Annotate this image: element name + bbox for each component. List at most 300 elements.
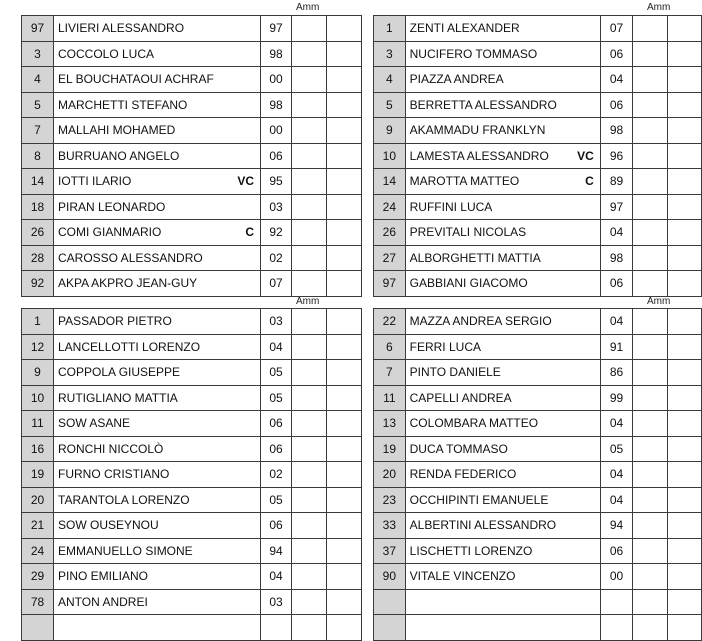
table-row — [374, 16, 702, 42]
birth-year-cell: 06 — [261, 411, 292, 437]
amm-cell — [667, 194, 701, 220]
amm-cell — [327, 538, 362, 564]
player-name: FURNO CRISTIANO — [58, 467, 170, 482]
birth-year-cell: 00 — [261, 67, 292, 93]
birth-year-cell: 03 — [261, 194, 292, 220]
player-name: COCCOLO LUCA — [58, 46, 155, 61]
blank-cell — [292, 436, 327, 462]
captain-role-badge: C — [245, 225, 254, 240]
blank-cell — [633, 589, 667, 615]
amm-cell — [667, 220, 701, 246]
player-name-cell — [405, 360, 600, 386]
birth-year-cell: 92 — [261, 220, 292, 246]
birth-year-cell: 05 — [261, 360, 292, 386]
roster-panel-bottom-right — [373, 308, 702, 641]
amm-cell — [667, 538, 701, 564]
captain-role-badge: VC — [237, 174, 254, 189]
amm-label: Amm — [647, 2, 671, 13]
player-name-cell — [54, 67, 261, 93]
shirt-number-cell: 20 — [22, 487, 54, 513]
blank-cell — [292, 513, 327, 539]
player-name-cell — [405, 143, 600, 169]
table-row — [374, 245, 702, 271]
shirt-number-cell: 10 — [374, 143, 406, 169]
table-row — [374, 309, 702, 335]
birth-year-cell: 06 — [600, 271, 633, 297]
player-name-cell — [54, 360, 261, 386]
birth-year-cell: 94 — [600, 513, 633, 539]
shirt-number-cell: 20 — [374, 462, 406, 488]
player-name: MAZZA ANDREA SERGIO — [409, 314, 552, 329]
blank-cell — [292, 169, 327, 195]
roster-table — [373, 308, 702, 641]
birth-year-cell: 94 — [261, 538, 292, 564]
shirt-number-cell: 29 — [22, 564, 54, 590]
blank-cell — [633, 436, 667, 462]
shirt-number-cell: 97 — [374, 271, 406, 297]
table-row — [374, 615, 702, 641]
roster-table — [373, 15, 702, 297]
shirt-number-cell: 27 — [374, 245, 406, 271]
shirt-number-cell: 13 — [374, 411, 406, 437]
shirt-number-cell: 11 — [22, 411, 54, 437]
birth-year-cell: 02 — [261, 245, 292, 271]
player-name: BERRETTA ALESSANDRO — [409, 97, 557, 112]
table-row — [22, 564, 362, 590]
amm-cell — [667, 513, 701, 539]
table-row — [22, 385, 362, 411]
amm-cell — [667, 169, 701, 195]
player-name-cell — [54, 513, 261, 539]
table-row — [22, 16, 362, 42]
player-name: CAPELLI ANDREA — [409, 390, 512, 405]
amm-label: Amm — [296, 296, 320, 307]
blank-cell — [633, 271, 667, 297]
player-name: PREVITALI NICOLAS — [409, 225, 527, 240]
blank-cell — [292, 334, 327, 360]
player-name: OCCHIPINTI EMANUELE — [409, 492, 549, 507]
blank-cell — [633, 385, 667, 411]
player-name: EMMANUELLO SIMONE — [58, 543, 193, 558]
player-name: BURRUANO ANGELO — [58, 148, 180, 163]
player-name-cell — [54, 220, 261, 246]
shirt-number-cell: 1 — [374, 16, 406, 42]
blank-cell — [292, 16, 327, 42]
player-name-cell — [405, 411, 600, 437]
player-name-cell — [405, 41, 600, 67]
amm-cell — [667, 487, 701, 513]
birth-year-cell: 04 — [261, 564, 292, 590]
player-name: EL BOUCHATAOUI ACHRAF — [58, 72, 214, 87]
table-row — [22, 589, 362, 615]
amm-cell — [667, 615, 701, 641]
player-name-cell — [405, 385, 600, 411]
player-name-cell — [54, 487, 261, 513]
shirt-number-cell: 18 — [22, 194, 54, 220]
blank-cell — [633, 118, 667, 144]
table-row — [22, 118, 362, 144]
amm-cell — [327, 462, 362, 488]
shirt-number-cell — [22, 615, 54, 641]
birth-year-cell: 04 — [600, 411, 633, 437]
player-name-cell — [54, 462, 261, 488]
blank-cell — [292, 309, 327, 335]
player-name-cell — [54, 41, 261, 67]
amm-cell — [327, 309, 362, 335]
table-row — [22, 169, 362, 195]
amm-cell — [667, 334, 701, 360]
table-row — [22, 436, 362, 462]
player-name-cell — [405, 513, 600, 539]
player-name: GABBIANI GIACOMO — [409, 276, 528, 291]
blank-cell — [292, 41, 327, 67]
player-name-cell — [405, 436, 600, 462]
player-name-cell — [54, 589, 261, 615]
amm-cell — [327, 245, 362, 271]
table-row — [22, 487, 362, 513]
birth-year-cell: 00 — [261, 118, 292, 144]
player-name: VITALE VINCENZO — [409, 569, 516, 584]
amm-cell — [327, 487, 362, 513]
player-name-cell — [405, 118, 600, 144]
blank-cell — [292, 67, 327, 93]
birth-year-cell: 06 — [261, 436, 292, 462]
table-row — [374, 589, 702, 615]
player-name: SOW ASANE — [58, 416, 131, 431]
table-row — [374, 334, 702, 360]
birth-year-cell: 97 — [261, 16, 292, 42]
amm-cell — [327, 16, 362, 42]
shirt-number-cell: 9 — [374, 118, 406, 144]
player-name-cell — [405, 309, 600, 335]
blank-cell — [633, 487, 667, 513]
birth-year-cell: 04 — [600, 487, 633, 513]
birth-year-cell — [600, 589, 633, 615]
shirt-number-cell: 26 — [22, 220, 54, 246]
player-name-cell — [405, 16, 600, 42]
player-name: AKPA AKPRO JEAN-GUY — [58, 276, 198, 291]
amm-cell — [667, 92, 701, 118]
blank-cell — [292, 220, 327, 246]
birth-year-cell: 04 — [600, 67, 633, 93]
amm-cell — [667, 589, 701, 615]
blank-cell — [633, 615, 667, 641]
birth-year-cell: 98 — [600, 245, 633, 271]
amm-cell — [327, 41, 362, 67]
blank-cell — [292, 143, 327, 169]
player-name: ZENTI ALEXANDER — [409, 21, 520, 36]
table-row — [22, 194, 362, 220]
amm-cell — [667, 360, 701, 386]
blank-cell — [633, 245, 667, 271]
player-name: ALBORGHETTI MATTIA — [409, 250, 541, 265]
birth-year-cell: 99 — [600, 385, 633, 411]
birth-year-cell: 02 — [261, 462, 292, 488]
player-name: MAROTTA MATTEO — [409, 174, 520, 189]
birth-year-cell: 04 — [600, 309, 633, 335]
table-row — [22, 538, 362, 564]
table-row — [22, 334, 362, 360]
birth-year-cell: 06 — [600, 538, 633, 564]
birth-year-cell: 07 — [600, 16, 633, 42]
amm-cell — [327, 436, 362, 462]
blank-cell — [633, 169, 667, 195]
table-row — [22, 67, 362, 93]
birth-year-cell: 07 — [261, 271, 292, 297]
blank-cell — [292, 245, 327, 271]
amm-cell — [327, 334, 362, 360]
table-row — [22, 92, 362, 118]
player-name-cell — [54, 436, 261, 462]
birth-year-cell: 98 — [261, 41, 292, 67]
blank-cell — [292, 462, 327, 488]
blank-cell — [292, 118, 327, 144]
amm-cell — [327, 169, 362, 195]
shirt-number-cell: 6 — [374, 334, 406, 360]
amm-cell — [667, 245, 701, 271]
player-name-cell — [405, 462, 600, 488]
birth-year-cell: 98 — [261, 92, 292, 118]
blank-cell — [633, 143, 667, 169]
amm-cell — [327, 615, 362, 641]
blank-cell — [292, 538, 327, 564]
amm-cell — [327, 589, 362, 615]
shirt-number-cell: 24 — [22, 538, 54, 564]
table-row — [374, 487, 702, 513]
player-name: RUTIGLIANO MATTIA — [58, 390, 178, 405]
table-row — [374, 436, 702, 462]
birth-year-cell: 95 — [261, 169, 292, 195]
player-name-cell — [54, 385, 261, 411]
amm-cell — [327, 220, 362, 246]
player-name-cell — [405, 271, 600, 297]
amm-cell — [327, 92, 362, 118]
amm-label: Amm — [296, 2, 320, 13]
player-name-cell — [54, 334, 261, 360]
player-name-cell — [405, 615, 600, 641]
birth-year-cell: 06 — [600, 92, 633, 118]
player-name-cell — [405, 334, 600, 360]
shirt-number-cell: 4 — [374, 67, 406, 93]
player-name: RONCHI NICCOLÒ — [58, 441, 164, 456]
shirt-number-cell: 22 — [374, 309, 406, 335]
table-row — [374, 194, 702, 220]
table-row — [374, 462, 702, 488]
blank-cell — [633, 194, 667, 220]
shirt-number-cell — [374, 615, 406, 641]
blank-cell — [292, 487, 327, 513]
player-name: FERRI LUCA — [409, 339, 481, 354]
blank-cell — [633, 334, 667, 360]
player-name: TARANTOLA LORENZO — [58, 492, 190, 507]
player-name: RENDA FEDERICO — [409, 467, 517, 482]
shirt-number-cell: 97 — [22, 16, 54, 42]
amm-cell — [327, 385, 362, 411]
blank-cell — [292, 385, 327, 411]
player-name: DUCA TOMMASO — [409, 441, 508, 456]
blank-cell — [292, 194, 327, 220]
birth-year-cell: 04 — [261, 334, 292, 360]
roster-panel-bottom-left — [21, 308, 362, 641]
birth-year-cell: 03 — [261, 589, 292, 615]
birth-year-cell: 04 — [600, 462, 633, 488]
table-row — [22, 309, 362, 335]
captain-role-badge: C — [585, 174, 594, 189]
shirt-number-cell: 24 — [374, 194, 406, 220]
shirt-number-cell — [374, 589, 406, 615]
player-name-cell — [54, 564, 261, 590]
player-name: ALBERTINI ALESSANDRO — [409, 518, 557, 533]
birth-year-cell: 06 — [261, 143, 292, 169]
player-name: AKAMMADU FRANKLYN — [409, 123, 546, 138]
player-name: PIAZZA ANDREA — [409, 72, 504, 87]
player-name: NUCIFERO TOMMASO — [409, 46, 538, 61]
amm-label: Amm — [647, 296, 671, 307]
player-name-cell — [405, 194, 600, 220]
birth-year-cell: 05 — [600, 436, 633, 462]
player-name-cell — [54, 118, 261, 144]
player-name: LIVIERI ALESSANDRO — [58, 21, 185, 36]
birth-year-cell: 97 — [600, 194, 633, 220]
shirt-number-cell: 3 — [22, 41, 54, 67]
shirt-number-cell: 78 — [22, 589, 54, 615]
amm-cell — [667, 271, 701, 297]
birth-year-cell: 00 — [600, 564, 633, 590]
player-name-cell — [54, 92, 261, 118]
shirt-number-cell: 4 — [22, 67, 54, 93]
amm-cell — [327, 67, 362, 93]
amm-cell — [667, 143, 701, 169]
shirt-number-cell: 33 — [374, 513, 406, 539]
amm-cell — [667, 41, 701, 67]
player-name-cell — [54, 411, 261, 437]
amm-cell — [667, 16, 701, 42]
player-name-cell — [405, 564, 600, 590]
player-name: COPPOLA GIUSEPPE — [58, 365, 181, 380]
player-name-cell — [54, 309, 261, 335]
amm-cell — [667, 462, 701, 488]
birth-year-cell: 06 — [600, 41, 633, 67]
blank-cell — [292, 615, 327, 641]
blank-cell — [292, 360, 327, 386]
table-row — [22, 411, 362, 437]
birth-year-cell: 04 — [600, 220, 633, 246]
player-name: COMI GIANMARIO — [58, 225, 162, 240]
table-row — [374, 360, 702, 386]
birth-year-cell: 96 — [600, 143, 633, 169]
table-row — [22, 245, 362, 271]
amm-cell — [327, 271, 362, 297]
shirt-number-cell: 1 — [22, 309, 54, 335]
birth-year-cell: 89 — [600, 169, 633, 195]
shirt-number-cell: 7 — [22, 118, 54, 144]
player-name-cell — [54, 143, 261, 169]
shirt-number-cell: 16 — [22, 436, 54, 462]
birth-year-cell: 03 — [261, 309, 292, 335]
blank-cell — [292, 564, 327, 590]
player-name-cell — [54, 538, 261, 564]
player-name: LAMESTA ALESSANDRO — [409, 148, 549, 163]
player-name-cell — [54, 194, 261, 220]
amm-cell — [327, 411, 362, 437]
table-row — [374, 41, 702, 67]
amm-cell — [327, 360, 362, 386]
player-name: IOTTI ILARIO — [58, 174, 132, 189]
table-row — [22, 360, 362, 386]
player-name: PIRAN LEONARDO — [58, 199, 166, 214]
birth-year-cell — [600, 615, 633, 641]
amm-cell — [327, 564, 362, 590]
blank-cell — [633, 220, 667, 246]
table-row — [374, 67, 702, 93]
table-row — [374, 538, 702, 564]
amm-cell — [667, 385, 701, 411]
player-name-cell — [54, 245, 261, 271]
table-row — [374, 411, 702, 437]
blank-cell — [633, 309, 667, 335]
shirt-number-cell: 7 — [374, 360, 406, 386]
birth-year-cell: 05 — [261, 487, 292, 513]
blank-cell — [292, 589, 327, 615]
amm-cell — [667, 436, 701, 462]
player-name: PASSADOR PIETRO — [58, 314, 172, 329]
player-name-cell — [405, 245, 600, 271]
table-row — [374, 564, 702, 590]
blank-cell — [292, 411, 327, 437]
birth-year-cell: 86 — [600, 360, 633, 386]
blank-cell — [292, 271, 327, 297]
player-name-cell — [405, 92, 600, 118]
amm-cell — [667, 564, 701, 590]
shirt-number-cell: 12 — [22, 334, 54, 360]
roster-table — [21, 15, 362, 297]
player-name: COLOMBARA MATTEO — [409, 416, 539, 431]
amm-cell — [327, 513, 362, 539]
player-name-cell — [405, 487, 600, 513]
table-row — [374, 92, 702, 118]
table-row — [22, 615, 362, 641]
player-name-cell — [54, 271, 261, 297]
shirt-number-cell: 90 — [374, 564, 406, 590]
shirt-number-cell: 11 — [374, 385, 406, 411]
captain-role-badge: VC — [577, 148, 594, 163]
table-row — [22, 513, 362, 539]
blank-cell — [633, 538, 667, 564]
player-name: PINTO DANIELE — [409, 365, 501, 380]
shirt-number-cell: 10 — [22, 385, 54, 411]
table-row — [374, 271, 702, 297]
shirt-number-cell: 8 — [22, 143, 54, 169]
player-name-cell — [54, 16, 261, 42]
shirt-number-cell: 19 — [22, 462, 54, 488]
birth-year-cell: 06 — [261, 513, 292, 539]
shirt-number-cell: 28 — [22, 245, 54, 271]
shirt-number-cell: 26 — [374, 220, 406, 246]
amm-cell — [667, 309, 701, 335]
blank-cell — [633, 462, 667, 488]
player-name-cell — [405, 67, 600, 93]
amm-cell — [327, 194, 362, 220]
player-name: SOW OUSEYNOU — [58, 518, 159, 533]
roster-panel-top-right — [373, 15, 702, 297]
table-row — [374, 220, 702, 246]
player-name-cell — [405, 220, 600, 246]
player-name: LANCELLOTTI LORENZO — [58, 339, 201, 354]
birth-year-cell: 98 — [600, 118, 633, 144]
shirt-number-cell: 9 — [22, 360, 54, 386]
player-name: RUFFINI LUCA — [409, 199, 493, 214]
blank-cell — [633, 360, 667, 386]
